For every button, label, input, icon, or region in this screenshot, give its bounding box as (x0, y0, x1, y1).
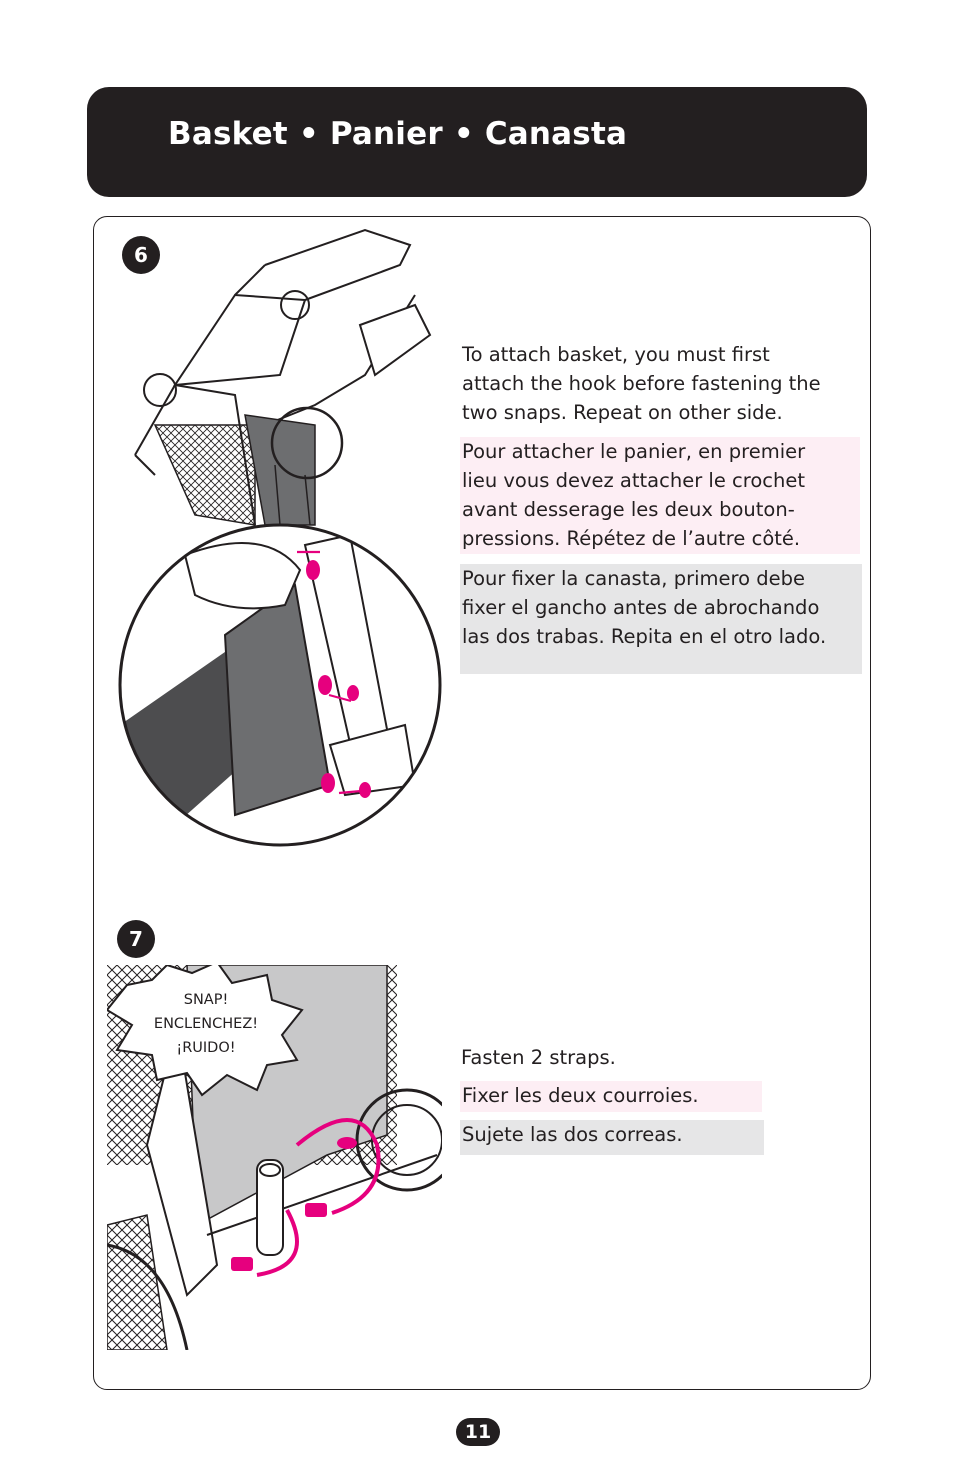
step-7-text-en: Fasten 2 straps. (461, 1046, 616, 1069)
step-6-es-line-1: Pour fixer la canasta, primero debe (462, 567, 805, 590)
step-6-text-fr (460, 437, 860, 554)
step-7-text-fr: Fixer les deux courroies. (462, 1084, 699, 1107)
step-6-text-en (460, 340, 821, 427)
page-title: Basket • Panier • Canasta (168, 116, 628, 152)
step-6-fr-line-1: Pour attacher le panier, en premier (462, 440, 806, 463)
step-7-text-es-box (460, 1120, 764, 1155)
step-6-fr-line-4: pressions. Répétez de l’autre côté. (462, 527, 801, 550)
step-6-illustration (115, 225, 445, 850)
step-6-badge: 6 (122, 236, 160, 274)
step-6-en-line-1: To attach basket, you must first (462, 343, 770, 366)
step-6-text-es (460, 564, 862, 674)
burst-line-3: ¡RUIDO! (176, 1040, 236, 1056)
burst-line-1: SNAP! (183, 992, 229, 1008)
step-7-text-es: Sujete las dos correas. (462, 1123, 683, 1146)
step-6-en-line-3: two snaps. Repeat on other side. (462, 401, 783, 424)
page-number: 11 (456, 1418, 500, 1446)
step-6-fr-line-3: avant desserage les deux bouton- (462, 498, 795, 521)
step-6-fr-line-2: lieu vous devez attacher le crochet (462, 469, 805, 492)
burst-line-2: ENCLENCHEZ! (153, 1016, 259, 1032)
step-7-badge: 7 (117, 920, 155, 958)
step-6-en-line-2: attach the hook before fastening the (462, 372, 821, 395)
step-7-text-fr-box (460, 1081, 762, 1112)
step-6-es-line-3: las dos trabas. Repita en el otro lado. (462, 625, 827, 648)
step-6-es-line-2: fixer el gancho antes de abrochando (462, 596, 820, 619)
